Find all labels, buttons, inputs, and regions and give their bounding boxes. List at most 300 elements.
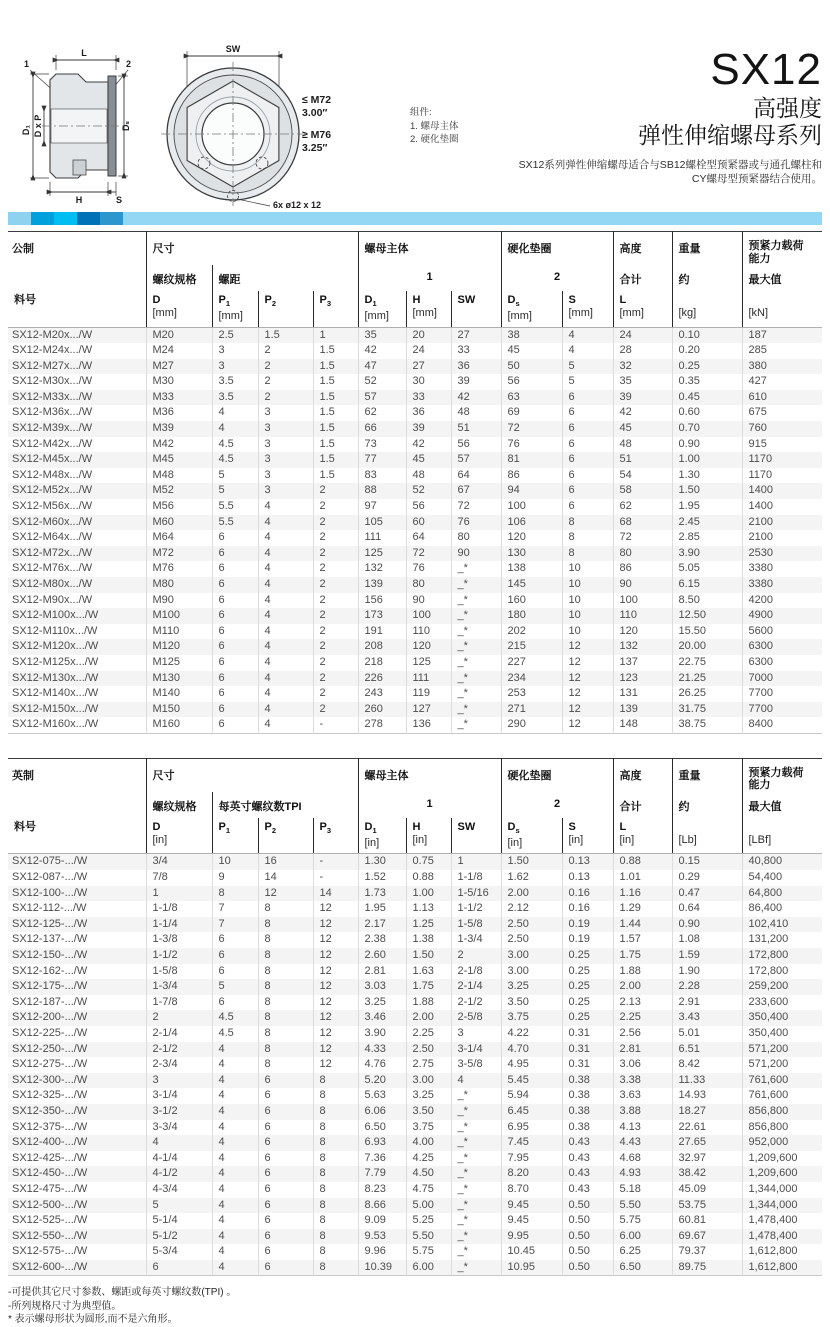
table-cell: 6 [562,421,613,437]
table-cell: SX12-100-.../W [12,886,88,899]
table-cell: 8 [258,901,313,917]
table-cell: 5600 [742,624,822,640]
table-cell: 6 [212,593,258,609]
table-cell: 32 [613,359,672,375]
table-cell: 10 [562,608,613,624]
table-cell: 8 [258,1026,313,1042]
table-row [8,468,822,484]
table-cell: 233,600 [742,995,822,1011]
table-cell: 3.63 [613,1088,672,1104]
group-height: 高度 [613,232,672,266]
table-cell: 3/4 [146,854,212,870]
table-cell: 4 [212,1260,258,1276]
table-cell: 3-1/2 [146,1104,212,1120]
table-cell: 3.25 [501,979,562,995]
table-cell: 8.23 [358,1182,406,1198]
table-cell: 856,800 [742,1120,822,1136]
table-cell: 56 [406,499,451,515]
table-cell: 0.43 [562,1166,613,1182]
table-cell: 12 [562,639,613,655]
table-cell: SX12-M39x.../W [12,422,93,435]
table-cell: 4 [562,327,613,343]
table-cell: 1,612,800 [742,1260,822,1276]
table-cell: 48 [613,437,672,453]
table-cell: 35 [613,374,672,390]
table-cell: 1.16 [613,886,672,902]
table-cell: 4.25 [406,1151,451,1167]
table-cell: 1,478,400 [742,1213,822,1229]
table-cell: 12 [562,702,613,718]
table-cell: 4 [212,1104,258,1120]
table-cell: 8 [562,546,613,562]
table-cell: 1.13 [406,901,451,917]
table-cell: 6 [258,1166,313,1182]
table-cell: 3.06 [613,1057,672,1073]
table-cell: SX12-375-.../W [12,1120,88,1133]
table-row [8,686,822,702]
table-cell: 2-1/4 [451,979,501,995]
table-cell: 10 [562,624,613,640]
table-cell: 1-1/2 [146,948,212,964]
table-cell: 42 [451,390,501,406]
sub-nut-body-index: 1 [358,792,501,818]
metric-table-body [8,327,822,733]
table-cell: 45.09 [672,1182,742,1198]
table-cell: 2-1/2 [451,995,501,1011]
table-cell: SX12-M48x.../W [12,468,93,481]
table-cell: 191 [358,624,406,640]
table-cell: SX12-M100x.../W [12,609,99,622]
group-washer: 硬化垫圈 [501,758,613,792]
table-cell: 6 [212,717,258,733]
table-cell: 4.5 [212,452,258,468]
table-cell: 5-1/4 [146,1213,212,1229]
sub-header-row [8,265,822,291]
table-cell: 12 [313,1042,358,1058]
table-cell: 6.00 [406,1260,451,1276]
series-title: SX12 [710,45,822,94]
table-cell: SX12-M30x.../W [12,375,93,388]
table-cell: - [313,870,358,886]
table-cell: 4 [212,1057,258,1073]
table-cell: 427 [742,374,822,390]
table-cell: 1.50 [672,483,742,499]
table-cell: 5.5 [212,499,258,515]
table-cell: SX12-425-.../W [12,1151,88,1164]
table-cell: 52 [358,374,406,390]
table-cell: SX12-275-.../W [12,1058,88,1071]
accent-bar [8,212,822,225]
table-cell: 3-3/4 [146,1120,212,1136]
table-row [8,452,822,468]
table-cell: 76 [501,437,562,453]
series-description: SX12系列弹性伸缩螺母适合与SB12螺栓型预紧器或与通孔螺柱和 CY螺母型预紧器结合使用。 [518,159,822,185]
table-cell: 1-1/8 [146,901,212,917]
table-cell: 3 [451,1026,501,1042]
table-cell: 8.50 [672,593,742,609]
table-cell: SX12-M120x.../W [12,640,99,653]
column-header: 料号 [8,291,146,327]
table-cell: 8.66 [358,1198,406,1214]
table-cell: 2 [313,546,358,562]
table-cell: 5.18 [613,1182,672,1198]
table-row [8,995,822,1011]
table-cell: 52 [406,483,451,499]
table-cell: 3 [258,468,313,484]
table-cell: 1.08 [672,932,742,948]
table-cell: 2.00 [406,1010,451,1026]
table-cell: 79.37 [672,1244,742,1260]
sub-max: 最大值 [742,792,822,818]
table-row [8,483,822,499]
table-cell: 675 [742,405,822,421]
table-cell: 1.57 [613,932,672,948]
table-row [8,405,822,421]
table-cell: 8 [562,530,613,546]
table-cell: 24 [613,327,672,343]
table-cell: 0.43 [562,1182,613,1198]
table-row [8,1229,822,1245]
table-cell: 5.75 [406,1244,451,1260]
group-header-row [8,232,822,266]
table-cell: 0.25 [562,948,613,964]
table-cell: 1-5/8 [451,917,501,933]
table-cell: 136 [406,717,451,733]
table-cell: 7.36 [358,1151,406,1167]
table-cell: 8400 [742,717,822,733]
table-cell: SX12-M42x.../W [12,437,93,450]
table-row [8,359,822,375]
table-cell: 145 [501,577,562,593]
table-cell: 105 [358,515,406,531]
table-cell: 2.28 [672,979,742,995]
metric-spec-table [8,231,822,734]
table-cell: 4 [212,1213,258,1229]
table-cell: 1.90 [672,964,742,980]
column-header: $P_3$ [313,818,358,854]
table-cell: 0.43 [562,1135,613,1151]
table-cell: 10 [212,854,258,870]
table-cell: 2 [258,359,313,375]
table-cell: 5 [212,468,258,484]
table-cell: SX12-600-.../W [12,1260,88,1273]
group-washer: 硬化垫圈 [501,232,613,266]
table-cell: 2.60 [358,948,406,964]
table-cell: 2.81 [358,964,406,980]
table-cell: 22.61 [672,1120,742,1136]
table-cell: _* [451,561,501,577]
table-row [8,655,822,671]
table-cell: 3.5 [212,374,258,390]
table-row [8,390,822,406]
region-label: 公制 [12,243,34,255]
table-cell: 12 [562,717,613,733]
table-cell: 9.45 [501,1213,562,1229]
table-cell: 4-1/4 [146,1151,212,1167]
table-cell: 4 [212,1135,258,1151]
table-cell: 4 [258,561,313,577]
table-cell: 7.45 [501,1135,562,1151]
table-cell: 4 [258,686,313,702]
table-cell: 4.76 [358,1057,406,1073]
table-cell: 2-5/8 [451,1010,501,1026]
table-cell: _* [451,577,501,593]
table-cell: 12 [562,671,613,687]
table-cell: 51 [451,421,501,437]
table-row [8,1010,822,1026]
table-cell: 6 [258,1120,313,1136]
table-cell: 243 [358,686,406,702]
table-cell: 40,800 [742,854,822,870]
table-cell: 16 [258,854,313,870]
group-nut-body: 螺母主体 [358,232,501,266]
table-cell: 4 [212,1198,258,1214]
group-preload: 预紧力载荷 能力 [742,232,822,266]
table-cell: SX12-325-.../W [12,1089,88,1102]
table-cell: 8.70 [501,1182,562,1198]
table-cell: 2 [313,702,358,718]
table-cell: 6 [212,948,258,964]
table-cell: 8 [313,1244,358,1260]
table-cell: SX12-137-.../W [12,933,88,946]
column-header: [LBf] [742,818,822,854]
table-cell: 0.16 [562,901,613,917]
table-cell: 1.5 [313,421,358,437]
table-cell: 259,200 [742,979,822,995]
table-row [8,530,822,546]
table-row [8,979,822,995]
table-cell: SX12-300-.../W [12,1073,88,1086]
table-cell: 68 [613,515,672,531]
table-cell: 1 [451,854,501,870]
table-cell: 48 [451,405,501,421]
table-cell: 5.25 [406,1213,451,1229]
dim-label-D1: D₁ [21,124,31,136]
table-cell: 6.06 [358,1104,406,1120]
imperial-table-body [8,854,822,1276]
table-cell: 72 [406,546,451,562]
table-cell: _* [451,1229,501,1245]
table-cell: 7000 [742,671,822,687]
sub-thread-spec: 螺纹规格 [146,265,212,291]
column-header: [kg] [672,291,742,327]
table-row [8,327,822,343]
table-cell: 100 [406,608,451,624]
table-cell: 0.13 [562,854,613,870]
table-cell: 2100 [742,530,822,546]
column-header: $P_1$ [212,818,258,854]
table-cell: 260 [358,702,406,718]
table-cell: 1,344,000 [742,1198,822,1214]
table-cell: 2.38 [358,932,406,948]
table-cell: 6 [212,932,258,948]
table-cell: 0.45 [672,390,742,406]
table-cell: M56 [146,499,212,515]
column-header: 料号 [8,818,146,854]
table-cell: 8 [313,1182,358,1198]
table-cell: 2.5 [212,327,258,343]
table-cell: SX12-162-.../W [12,964,88,977]
table-cell: 86 [501,468,562,484]
sub-nut-body-index: 1 [358,265,501,291]
table-cell: 4 [258,639,313,655]
table-cell: 12 [313,948,358,964]
group-preload: 预紧力载荷 能力 [742,758,822,792]
table-cell: 5 [212,483,258,499]
table-cell: 9.09 [358,1213,406,1229]
table-cell: 125 [406,655,451,671]
table-cell: 8 [313,1135,358,1151]
table-cell: 123 [613,671,672,687]
table-cell: SX12-M36x.../W [12,406,93,419]
table-cell: SX12-M140x.../W [12,687,99,700]
table-cell: 60.81 [672,1213,742,1229]
table-cell: 1-5/8 [146,964,212,980]
callout-1-label: 1 [24,59,30,69]
table-cell: M45 [146,452,212,468]
table-cell: SX12-500-.../W [12,1198,88,1211]
table-cell: 86,400 [742,901,822,917]
table-cell: 3.43 [672,1010,742,1026]
table-cell: 8 [313,1260,358,1276]
sub-pitch: 螺距 [212,265,358,291]
table-cell: 4 [258,577,313,593]
table-cell: 0.50 [562,1229,613,1245]
table-cell: 3.46 [358,1010,406,1026]
table-cell: M52 [146,483,212,499]
table-cell: M140 [146,686,212,702]
table-cell: 0.47 [672,886,742,902]
table-row [8,593,822,609]
table-cell: 3.00 [406,1073,451,1089]
thread-note-small-1: ≤ M72 [302,94,332,106]
table-cell: 5.50 [406,1229,451,1245]
group-size: 尺寸 [146,758,358,792]
table-cell: 36 [406,405,451,421]
table-cell: 7700 [742,702,822,718]
table-cell: 1-7/8 [146,995,212,1011]
table-cell: 102,410 [742,917,822,933]
table-cell: 1.75 [406,979,451,995]
table-cell: 0.88 [613,854,672,870]
table-cell: 0.88 [406,870,451,886]
table-cell: 1.30 [358,854,406,870]
table-cell: 4 [258,655,313,671]
table-cell: 2 [313,671,358,687]
table-cell: 1.00 [672,452,742,468]
table-cell: 2 [258,390,313,406]
table-cell: 187 [742,327,822,343]
table-cell: 8 [258,979,313,995]
table-cell: 72 [501,421,562,437]
table-cell: 12 [313,901,358,917]
column-header: D [mm] [146,291,212,327]
nut-side-view-diagram [18,46,140,204]
table-cell: 1.44 [613,917,672,933]
table-cell: M150 [146,702,212,718]
table-cell: - [313,717,358,733]
table-cell: 6 [212,995,258,1011]
table-cell: 0.25 [562,964,613,980]
table-cell: 4 [212,1120,258,1136]
table-cell: SX12-575-.../W [12,1245,88,1258]
table-cell: 6 [212,561,258,577]
table-row [8,886,822,902]
column-header: L [in] [613,818,672,854]
table-cell: 67 [451,483,501,499]
table-cell: 26.25 [672,686,742,702]
table-cell: 111 [406,671,451,687]
table-cell: 226 [358,671,406,687]
table-cell: 1.88 [613,964,672,980]
table-row [8,1151,822,1167]
table-row [8,1120,822,1136]
table-cell: 42 [406,437,451,453]
table-row [8,1260,822,1276]
table-cell: 0.31 [562,1057,613,1073]
table-cell: M160 [146,717,212,733]
table-row [8,374,822,390]
table-cell: SX12-225-.../W [12,1026,88,1039]
table-cell: 42 [358,343,406,359]
table-cell: 1400 [742,499,822,515]
table-cell: 6 [212,686,258,702]
table-cell: 132 [613,639,672,655]
table-cell: 5.45 [501,1073,562,1089]
table-cell: M64 [146,530,212,546]
table-cell: 3 [212,359,258,375]
table-cell: SX12-M76x.../W [12,562,93,575]
table-cell: _* [451,702,501,718]
table-cell: 2 [313,577,358,593]
table-cell: 4.75 [406,1182,451,1198]
dim-label-SW: SW [225,44,241,54]
table-cell: SX12-M52x.../W [12,484,93,497]
table-row [8,577,822,593]
table-cell: SX12-M24x.../W [12,344,93,357]
table-cell: 8 [313,1120,358,1136]
table-cell: 1.5 [258,327,313,343]
table-cell: 2.25 [613,1010,672,1026]
sub-header-row [8,792,822,818]
table-cell: 0.60 [672,405,742,421]
table-row [8,1166,822,1182]
table-cell: 2.81 [613,1042,672,1058]
column-header: S [in] [562,818,613,854]
table-cell: 2-1/2 [146,1042,212,1058]
table-cell: 761,600 [742,1088,822,1104]
table-cell: 1-1/4 [146,917,212,933]
table-cell: 6 [258,1135,313,1151]
table-cell: 4 [212,421,258,437]
table-cell: 69.67 [672,1229,742,1245]
table-cell: 1.00 [406,886,451,902]
sub-tpi: 每英寸螺纹数TPI [212,792,358,818]
table-cell: 14 [258,870,313,886]
thread-note-large-1: ≥ M76 [302,129,332,141]
table-cell: 2 [313,515,358,531]
table-cell: 4.5 [212,1010,258,1026]
table-cell: 6 [562,468,613,484]
table-cell: 234 [501,671,562,687]
table-cell: 8 [313,1104,358,1120]
table-cell: 12 [313,1010,358,1026]
table-cell: 4 [146,1135,212,1151]
table-cell: 9.96 [358,1244,406,1260]
table-cell: 39 [406,421,451,437]
table-cell: 1400 [742,483,822,499]
table-cell: 4.33 [358,1042,406,1058]
